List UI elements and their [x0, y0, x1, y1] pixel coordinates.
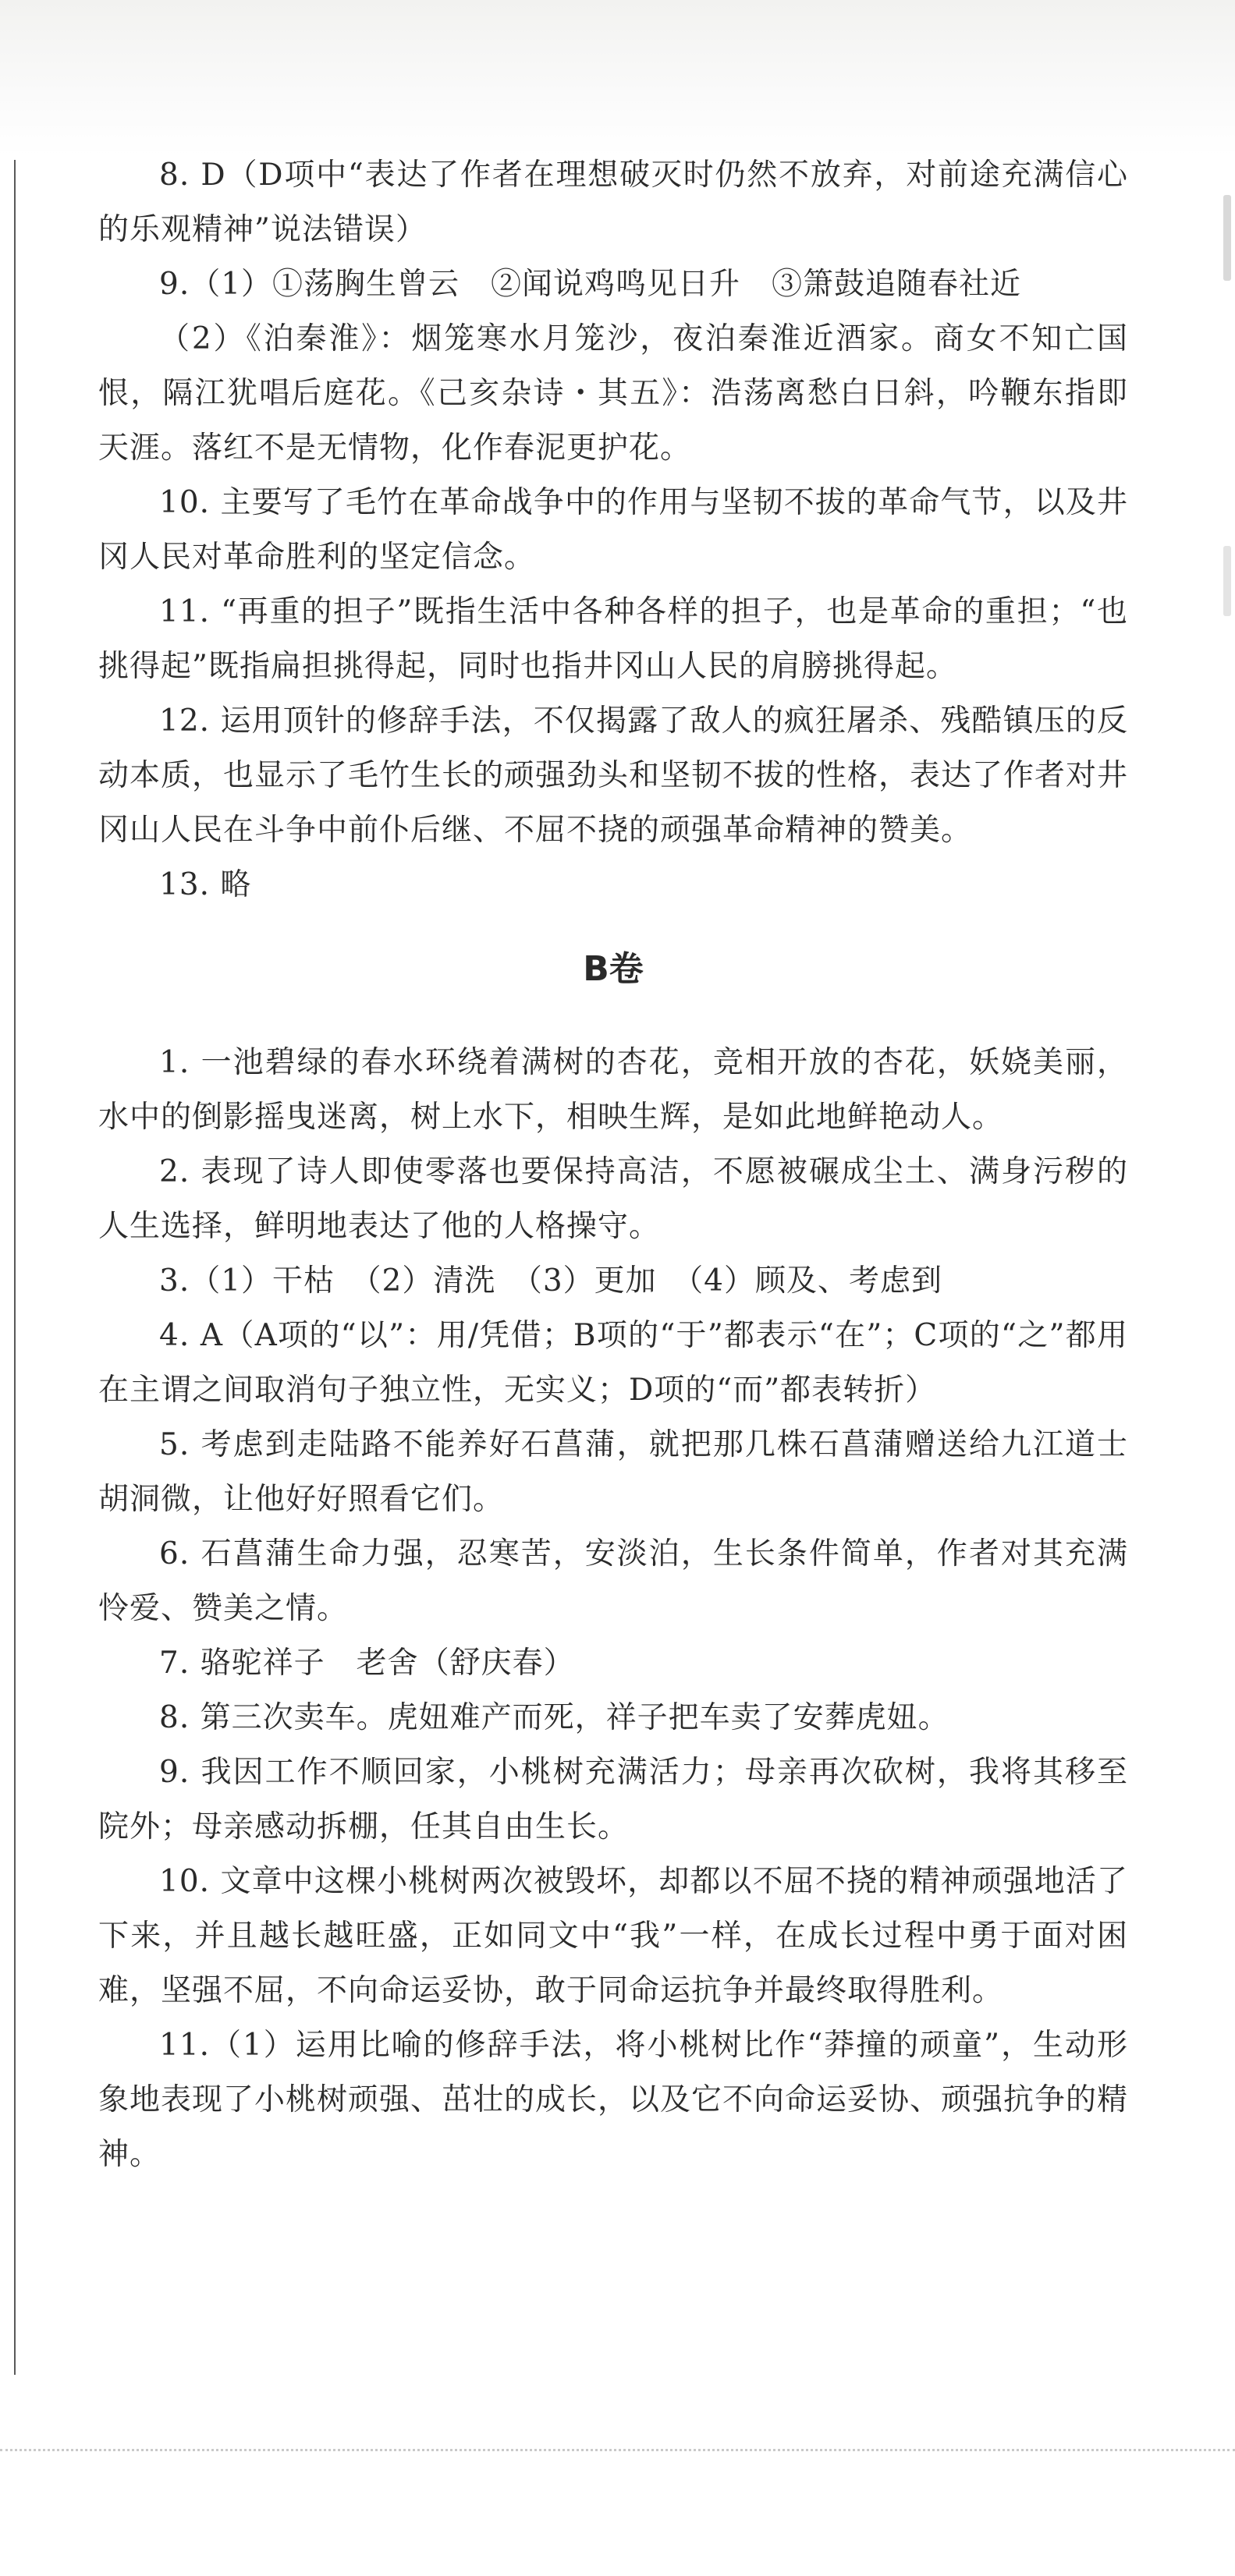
answer-a-11: 11. “再重的担子”既指生活中各种各样的担子，也是革命的重担；“也挑得起”既指扁担挑得起，同时也指井冈山人民的肩膀挑得起。 — [98, 594, 1128, 684]
answer-b-2: 2. 表现了诗人即使零落也要保持高洁，不愿被碾成尘土、满身污秽的人生选择，鲜明地表达了他的人格操守。 — [98, 1154, 1128, 1244]
left-margin-rule — [14, 160, 16, 2375]
answer-b-3: 3.（1）干枯 （2）清洗 （3）更加 （4）顾及、考虑到 — [159, 1263, 942, 1299]
answer-b-1: 1. 一池碧绿的春水环绕着满树的杏花，竞相开放的杏花，妖娆美丽，水中的倒影摇曳迷离，树上水下，相映生辉，是如此地鲜艳动人。 — [98, 1045, 1128, 1135]
answer-b-10: 10. 文章中这棵小桃树两次被毁坏，却都以不屈不挠的精神顽强地活了下来，并且越长越旺盛，正如同文中“我”一样，在成长过程中勇于面对困难，坚强不屈，不向命运妥协，敢于同命运抗争并最终取得胜利。 — [98, 1864, 1128, 2008]
answer-a-10: 10. 主要写了毛竹在革命战争中的作用与坚韧不拔的革命气节，以及井冈人民对革命胜利的坚定信念。 — [98, 485, 1128, 575]
answer-b-11: 11.（1）运用比喻的修辞手法，将小桃树比作“莽撞的顽童”，生动形象地表现了小桃树顽强、茁壮的成长，以及它不向命运妥协、顽强抗争的精神。 — [98, 2028, 1129, 2172]
answer-a-9-2: （2）《泊秦淮》：烟笼寒水月笼沙，夜泊秦淮近酒家。商女不知亡国恨，隔江犹唱后庭花。《己亥杂诗・其五》：浩荡离愁白日斜，吟鞭东指即天涯。落红不是无情物，化作春泥更护花。 — [98, 321, 1128, 466]
answer-b-9: 9. 我因工作不顺回家，小桃树充满活力；母亲再次砍树，我将其移至院外；母亲感动拆棚，任其自由生长。 — [98, 1755, 1128, 1844]
answer-a-9-1: 9.（1）①荡胸生曾云 ②闻说鸡鸣见日升 ③箫鼓追随春社近 — [159, 267, 1022, 302]
answer-a-13: 13. 略 — [159, 867, 252, 902]
answer-b-4: 4. A（A项的“以”：用/凭借；B项的“于”都表示“在”；C项的“之”都用在主谓之间取消句子独立性，无实义；D项的“而”都表转折） — [98, 1318, 1128, 1408]
answer-b-8: 8. 第三次卖车。虎妞难产而死，祥子把车卖了安葬虎妞。 — [159, 1700, 949, 1735]
answer-b-6: 6. 石菖蒲生命力强，忍寒苦，安淡泊，生长条件简单，作者对其充满怜爱、赞美之情。 — [98, 1536, 1128, 1626]
answer-a-12: 12. 运用顶针的修辞手法，不仅揭露了敌人的疯狂屠杀、残酷镇压的反动本质，也显示了毛竹生长的顽强劲头和坚韧不拔的性格，表达了作者对井冈山人民在斗争中前仆后继、不屈不挠的顽强革命精神的赞美。 — [98, 703, 1129, 848]
answer-document — [98, 148, 1128, 2182]
answer-b-5: 5. 考虑到走陆路不能养好石菖蒲，就把那几株石菖蒲赠送给九江道士胡洞微，让他好好照看它们。 — [98, 1427, 1128, 1517]
binding-mark — [1223, 195, 1231, 281]
section-b-heading: B卷 — [583, 949, 644, 989]
answer-a-8: 8. D（D项中“表达了作者在理想破灭时仍然不放弃，对前途充满信心的乐观精神”说法错误） — [98, 158, 1128, 247]
answer-b-7: 7. 骆驼祥子 老舍（舒庆春） — [159, 1646, 575, 1681]
bottom-dotted-divider — [0, 2449, 1235, 2451]
binding-mark — [1223, 546, 1231, 616]
